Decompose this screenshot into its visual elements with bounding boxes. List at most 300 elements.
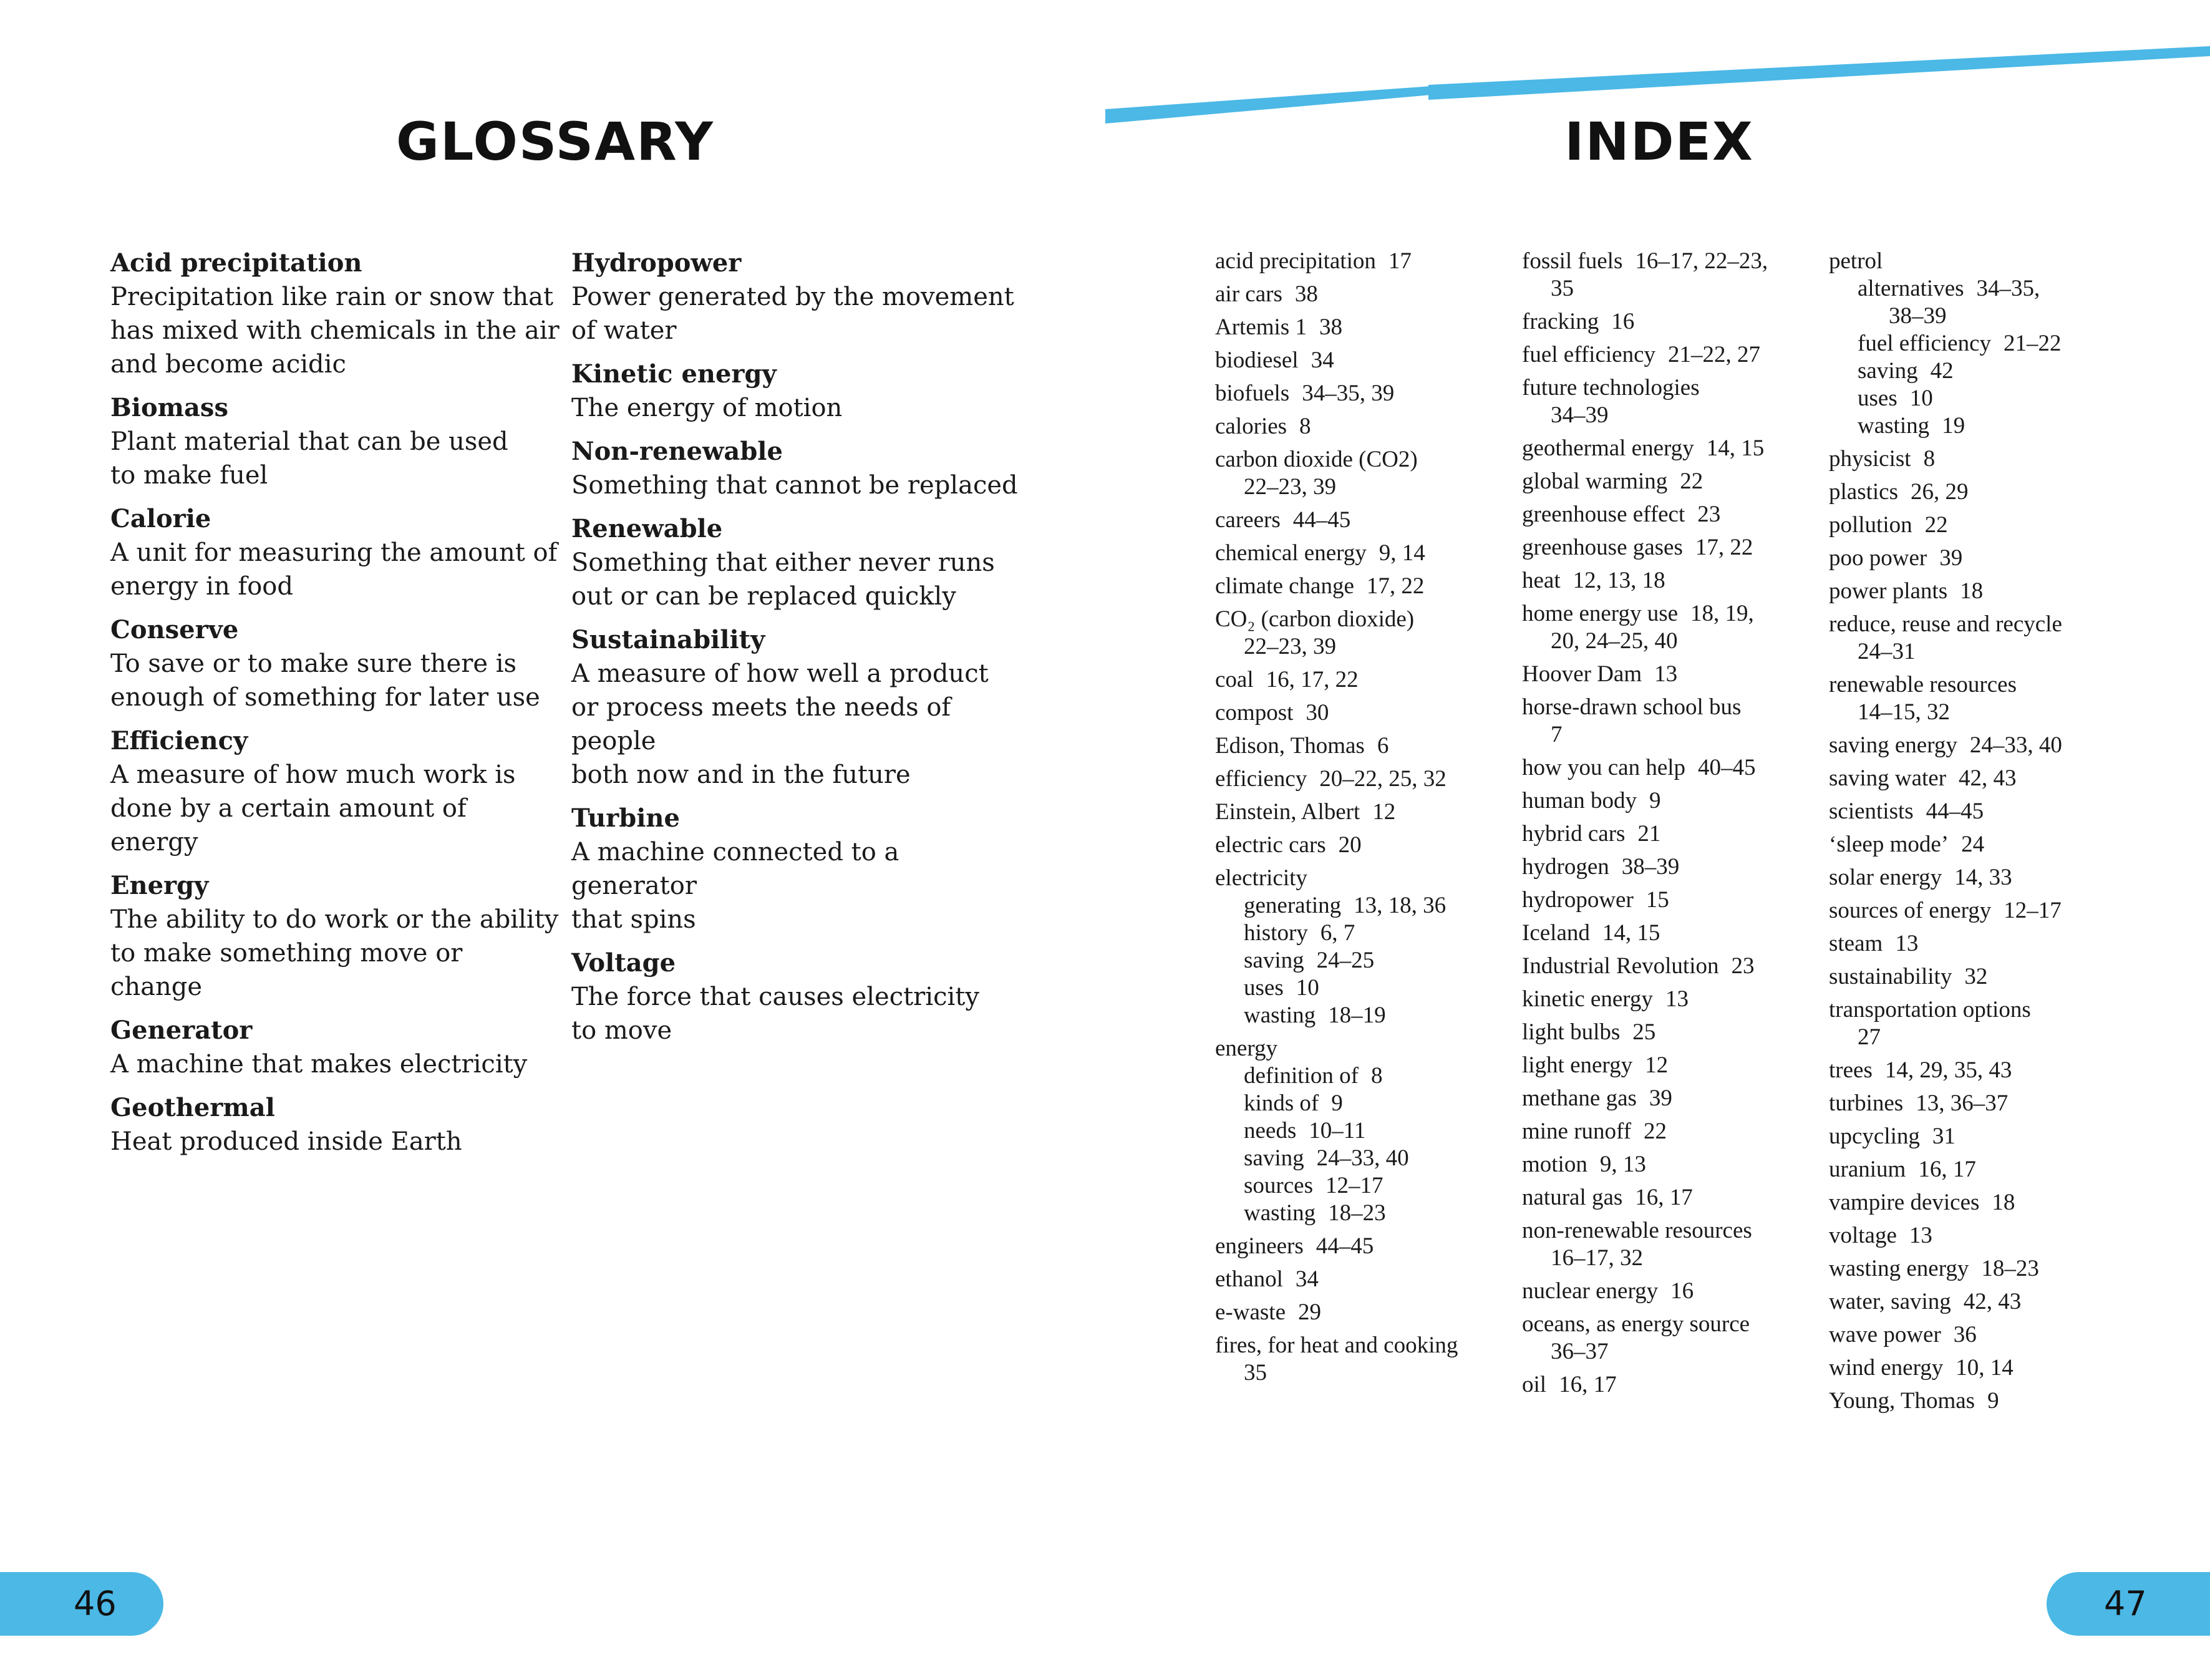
- index-line: [1829, 1123, 2122, 1150]
- index-term: efficiency: [1215, 766, 1307, 792]
- index-term: wasting energy: [1829, 1256, 1969, 1281]
- index-entry: [1829, 1123, 2122, 1150]
- index-term: 7: [1551, 722, 1563, 747]
- index-term: history: [1244, 920, 1308, 946]
- index-term: uses: [1858, 386, 1897, 411]
- index-term: human body: [1522, 788, 1637, 813]
- index-entry: [1215, 446, 1508, 501]
- index-page-refs: 13: [1895, 931, 1919, 956]
- index-entry: [1522, 1371, 1815, 1399]
- glossary-entry: [110, 869, 560, 1004]
- index-page-refs: 24–33, 40: [1969, 732, 2062, 758]
- index-term: non-renewable resources: [1522, 1218, 1752, 1243]
- glossary-entry: [571, 357, 1020, 425]
- glossary-definition-line: A measure of how well a product: [571, 659, 989, 688]
- index-page-refs: 17: [1388, 248, 1412, 274]
- index-line: [1829, 1387, 2122, 1415]
- index-page-refs: 14, 29, 35, 43: [1884, 1057, 2012, 1083]
- glossary-term: Acid precipitation: [110, 248, 362, 278]
- index-entry: [1215, 1266, 1508, 1293]
- index-line: [1522, 1245, 1815, 1272]
- glossary-entry: [571, 512, 1020, 613]
- glossary-entry: [110, 1091, 560, 1158]
- index-term: sustainability: [1829, 964, 1952, 989]
- index-entry: [1522, 920, 1815, 947]
- index-term: 34–39: [1551, 402, 1609, 428]
- index-line: [1829, 897, 2122, 925]
- index-entry: [1522, 435, 1815, 462]
- index-line: [1829, 699, 2122, 726]
- index-line: [1829, 1090, 2122, 1117]
- index-column-1: [1215, 248, 1508, 1392]
- index-term: 38–39: [1889, 303, 1947, 329]
- index-entry: [1522, 468, 1815, 495]
- glossary-definition-line: done by a certain amount of energy: [110, 794, 467, 857]
- index-line: [1522, 468, 1815, 495]
- index-line: [1215, 1233, 1508, 1260]
- index-term: uranium: [1829, 1157, 1906, 1182]
- glossary-definition-line: of water: [571, 316, 677, 345]
- index-term: mine runoff: [1522, 1119, 1632, 1144]
- index-line: [1829, 1057, 2122, 1084]
- index-page-refs: 34–35,: [1976, 276, 2040, 301]
- index-column-3: [1829, 248, 2122, 1420]
- index-page-refs: 42, 43: [1963, 1289, 2022, 1314]
- glossary-term: Hydropower: [571, 248, 742, 278]
- index-entry: [1522, 600, 1815, 655]
- index-entry: [1829, 996, 2122, 1051]
- index-page-refs: 16–17, 22–23,: [1635, 248, 1768, 274]
- index-entry: [1215, 1332, 1508, 1387]
- index-line: [1829, 611, 2122, 638]
- glossary-term: Renewable: [571, 514, 723, 543]
- index-column-2: [1522, 248, 1815, 1404]
- index-entry: [1829, 732, 2122, 759]
- index-page-refs: 13, 18, 36: [1354, 893, 1447, 918]
- index-term: geothermal energy: [1522, 435, 1694, 461]
- index-entry: [1215, 606, 1508, 661]
- index-entry: [1215, 732, 1508, 760]
- index-entry: [1829, 1288, 2122, 1316]
- index-page-refs: 19: [1942, 413, 1965, 439]
- index-term: 20, 24–25, 40: [1551, 628, 1678, 654]
- index-page-refs: 9: [1331, 1090, 1343, 1116]
- index-term: Hoover Dam: [1522, 661, 1642, 687]
- glossary-definition-line: To save or to make sure there is: [110, 649, 517, 678]
- index-line: [1829, 638, 2122, 666]
- index-term: climate change: [1215, 573, 1354, 599]
- glossary-term: Conserve: [110, 615, 239, 644]
- index-term: home energy use: [1522, 601, 1679, 626]
- index-page-refs: 24–25: [1316, 948, 1375, 973]
- index-term: solar energy: [1829, 865, 1942, 890]
- index-page-refs: 40–45: [1698, 755, 1756, 780]
- index-term: horse-drawn school bus: [1522, 694, 1742, 720]
- index-term: engineers: [1215, 1233, 1304, 1259]
- index-term: water, saving: [1829, 1289, 1951, 1314]
- index-line: [1522, 1371, 1815, 1399]
- index-subentry: [1829, 330, 2122, 357]
- index-line: [1522, 534, 1815, 561]
- index-entry: [1215, 699, 1508, 727]
- index-term: hydropower: [1522, 887, 1634, 913]
- index-entry: [1522, 953, 1815, 980]
- glossary-definition-line: Something that either never runs: [571, 548, 995, 577]
- index-page-refs: 6: [1377, 733, 1389, 759]
- index-line: [1522, 721, 1815, 749]
- index-entry: [1522, 248, 1815, 303]
- index-term: heat: [1522, 568, 1561, 593]
- index-page-refs: 14, 15: [1602, 920, 1660, 946]
- index-line: [1522, 754, 1815, 782]
- index-line: [1522, 920, 1815, 947]
- index-line: [1522, 1085, 1815, 1112]
- index-term: saving water: [1829, 765, 1947, 791]
- glossary-definition-line: The ability to do work or the ability: [110, 905, 559, 934]
- index-term: fires, for heat and cooking: [1215, 1333, 1458, 1358]
- index-entry: [1215, 1299, 1508, 1326]
- index-term: biodiesel: [1215, 347, 1299, 373]
- index-term: wave power: [1829, 1322, 1941, 1347]
- index-page-refs: 22: [1644, 1119, 1667, 1144]
- index-page-refs: 42, 43: [1959, 765, 2017, 791]
- glossary-definition-line: both now and in the future: [571, 760, 911, 789]
- index-line: [1522, 248, 1815, 275]
- index-page-refs: 13, 36–37: [1916, 1090, 2009, 1116]
- index-line: [1215, 446, 1508, 473]
- index-line: [1215, 699, 1508, 727]
- index-page-refs: 9: [1649, 788, 1661, 813]
- index-entry: [1522, 886, 1815, 914]
- index-entry: [1215, 1035, 1508, 1227]
- glossary-term: Turbine: [571, 804, 680, 833]
- glossary-definition-line: A machine that makes electricity: [110, 1050, 528, 1079]
- glossary-definition-line: Plant material that can be used: [110, 427, 508, 456]
- glossary-definition-line: has mixed with chemicals in the air: [110, 316, 560, 345]
- index-page-refs: 21: [1637, 821, 1661, 847]
- index-term: ethanol: [1215, 1266, 1283, 1292]
- index-line: [1829, 1024, 2122, 1051]
- index-line: [1829, 248, 2122, 275]
- index-line: [1215, 314, 1508, 341]
- index-line: [1522, 1019, 1815, 1046]
- index-page-refs: 16, 17: [1559, 1372, 1617, 1397]
- index-term: wasting: [1858, 413, 1930, 439]
- index-line: [1522, 501, 1815, 528]
- index-subentry: [1215, 947, 1508, 974]
- index-term: global warming: [1522, 469, 1668, 494]
- index-page-refs: 14, 15: [1706, 435, 1765, 461]
- page-number-left: 46: [0, 1572, 163, 1636]
- index-term: 35: [1244, 1360, 1267, 1386]
- index-page-refs: 9: [1987, 1388, 1999, 1414]
- index-line: [1522, 886, 1815, 914]
- glossary-definition-line: out or can be replaced quickly: [571, 582, 956, 611]
- index-line: [1829, 798, 2122, 825]
- index-term: petrol: [1829, 248, 1883, 274]
- index-line: [1522, 1338, 1815, 1366]
- glossary-definition-line: Heat produced inside Earth: [110, 1127, 462, 1156]
- glossary-term: Sustainability: [571, 625, 765, 654]
- index-page-refs: 16: [1611, 309, 1635, 334]
- index-term: needs: [1244, 1118, 1297, 1143]
- index-term: hybrid cars: [1522, 821, 1626, 847]
- glossary-definition-line: The energy of motion: [571, 394, 843, 422]
- index-line: [1829, 1354, 2122, 1382]
- index-entry: [1215, 413, 1508, 440]
- index-term: biofuels: [1215, 381, 1290, 406]
- index-entry: [1829, 248, 2122, 440]
- index-line: [1829, 1222, 2122, 1250]
- glossary-definition-line: Power generated by the movement: [571, 283, 1014, 311]
- index-page-refs: 10: [1296, 975, 1319, 1001]
- glossary-definition-line: A unit for measuring the amount of: [110, 538, 558, 567]
- index-entry: [1522, 567, 1815, 595]
- index-line: [1522, 275, 1815, 303]
- glossary-term: Voltage: [571, 948, 676, 978]
- index-term: hydrogen: [1522, 854, 1609, 880]
- index-page-refs: 39: [1649, 1085, 1672, 1111]
- index-term: compost: [1215, 700, 1294, 726]
- index-entry: [1215, 865, 1508, 1029]
- index-entry: [1522, 1052, 1815, 1079]
- index-page-refs: 16, 17: [1635, 1185, 1693, 1210]
- index-term: turbines: [1829, 1090, 1904, 1116]
- index-term: acid precipitation: [1215, 248, 1376, 274]
- index-page-refs: 38: [1319, 314, 1342, 340]
- index-term: light energy: [1522, 1052, 1633, 1078]
- index-line: [1215, 573, 1508, 600]
- index-term: power plants: [1829, 578, 1948, 604]
- index-term: saving energy: [1829, 732, 1957, 758]
- index-line: [1215, 540, 1508, 567]
- index-entry: [1829, 831, 2122, 858]
- index-subentry: [1215, 1145, 1508, 1172]
- index-term: physicist: [1829, 446, 1911, 472]
- glossary-term: Biomass: [110, 393, 228, 422]
- index-entry: [1215, 799, 1508, 826]
- index-line: [1829, 545, 2122, 572]
- index-term: 16–17, 32: [1551, 1245, 1643, 1271]
- index-page-refs: 12, 13, 18: [1573, 568, 1665, 593]
- index-page-refs: 13: [1909, 1223, 1932, 1248]
- index-term: nuclear energy: [1522, 1278, 1659, 1304]
- index-term: generating: [1244, 893, 1342, 918]
- index-term: ‘sleep mode’: [1829, 832, 1949, 857]
- index-line: [1829, 963, 2122, 991]
- index-subentry: [1829, 275, 2122, 303]
- index-line: [1829, 996, 2122, 1024]
- index-line: [1522, 567, 1815, 595]
- index-line: [1829, 765, 2122, 792]
- index-entry: [1522, 374, 1815, 429]
- index-line: [1215, 413, 1508, 440]
- index-page-refs: 10: [1909, 386, 1933, 411]
- index-line: [1522, 1217, 1815, 1245]
- glossary-entry: [110, 502, 560, 603]
- index-subentry: [1215, 1117, 1508, 1145]
- index-term: alternatives: [1858, 276, 1964, 301]
- index-term: voltage: [1829, 1223, 1897, 1248]
- index-entry: [1215, 380, 1508, 407]
- index-line: [1215, 1359, 1508, 1387]
- index-line: [1829, 445, 2122, 473]
- index-page-refs: 18–23: [1328, 1200, 1386, 1226]
- index-line: [1215, 633, 1508, 661]
- index-entry: [1829, 611, 2122, 666]
- index-page-refs: 21–22: [2004, 331, 2062, 356]
- index-page-refs: 44–45: [1292, 507, 1351, 533]
- index-line: [1215, 765, 1508, 793]
- index-page-refs: 23: [1731, 953, 1755, 979]
- index-line: [1215, 1299, 1508, 1326]
- index-page-refs: 12: [1372, 799, 1396, 825]
- index-term: poo power: [1829, 545, 1927, 571]
- index-line: [1522, 953, 1815, 980]
- index-term: light bulbs: [1522, 1019, 1621, 1045]
- index-page-refs: 24–33, 40: [1316, 1145, 1409, 1171]
- index-line: [1522, 308, 1815, 336]
- index-term: kinds of: [1244, 1090, 1319, 1116]
- glossary-entry: [110, 391, 560, 492]
- index-subentry: [1215, 892, 1508, 920]
- index-entry: [1215, 314, 1508, 341]
- index-line: [1522, 1052, 1815, 1079]
- index-term: fuel efficiency: [1522, 342, 1655, 367]
- index-page-refs: 15: [1645, 887, 1669, 913]
- index-page-refs: 24: [1961, 832, 1985, 857]
- index-line: [1522, 1311, 1815, 1338]
- index-page-refs: 38: [1294, 281, 1318, 307]
- index-line: [1522, 435, 1815, 462]
- glossary-term: Generator: [110, 1016, 253, 1045]
- glossary-definition-line: Precipitation like rain or snow that: [110, 283, 554, 311]
- index-page-refs: 42: [1930, 358, 1954, 384]
- index-subentry: [1829, 357, 2122, 385]
- index-term: trees: [1829, 1057, 1873, 1083]
- index-term: saving: [1244, 948, 1304, 973]
- glossary-definition-line: and become acidic: [110, 350, 346, 379]
- index-page-refs: 8: [1923, 446, 1936, 472]
- index-term: Edison, Thomas: [1215, 733, 1365, 759]
- index-term: greenhouse effect: [1522, 502, 1685, 527]
- index-term: steam: [1829, 931, 1883, 956]
- index-line: [1829, 478, 2122, 506]
- index-term: CO₂ (carbon dioxide): [1215, 606, 1415, 632]
- index-entry: [1215, 832, 1508, 859]
- index-entry: [1829, 765, 2122, 792]
- index-page-refs: 10–11: [1309, 1118, 1366, 1143]
- glossary-entry: [571, 246, 1020, 347]
- index-entry: [1215, 1233, 1508, 1260]
- index-page-refs: 44–45: [1316, 1233, 1374, 1259]
- index-entry: [1829, 1321, 2122, 1349]
- index-line: [1522, 787, 1815, 815]
- index-line: [1522, 374, 1815, 402]
- index-line: [1829, 1156, 2122, 1183]
- index-term: oil: [1522, 1372, 1547, 1397]
- index-term: motion: [1522, 1152, 1587, 1177]
- index-term: 22–23, 39: [1244, 474, 1336, 500]
- index-line: [1215, 473, 1508, 501]
- index-line: [1215, 832, 1508, 859]
- index-entry: [1829, 671, 2122, 726]
- index-line: [1829, 732, 2122, 759]
- index-page-refs: 39: [1939, 545, 1963, 571]
- index-entry: [1829, 478, 2122, 506]
- index-subentry: [1215, 1062, 1508, 1090]
- index-term: saving: [1244, 1145, 1304, 1171]
- index-entry: [1829, 798, 2122, 825]
- index-page-refs: 34: [1311, 347, 1334, 373]
- index-term: Iceland: [1522, 920, 1590, 946]
- glossary-definition-line: energy in food: [110, 572, 293, 601]
- index-term: wasting: [1244, 1003, 1316, 1028]
- index-line: [1829, 578, 2122, 605]
- index-term: renewable resources: [1829, 672, 2017, 697]
- index-page-refs: 16: [1670, 1278, 1694, 1304]
- index-entry: [1829, 1354, 2122, 1382]
- glossary-term: Non-renewable: [571, 437, 783, 466]
- index-term: upcycling: [1829, 1124, 1920, 1149]
- index-term: chemical energy: [1215, 540, 1367, 566]
- index-line: [1215, 281, 1508, 308]
- index-page-refs: 18–19: [1328, 1003, 1386, 1028]
- index-page-refs: 18: [1960, 578, 1984, 604]
- index-subentry: [1215, 1172, 1508, 1200]
- glossary-definition-line: that spins: [571, 905, 696, 934]
- index-term: carbon dioxide (CO2): [1215, 447, 1418, 472]
- index-page-refs: 29: [1298, 1299, 1321, 1325]
- glossary-definition-line: to make fuel: [110, 461, 268, 490]
- index-term: transportation options: [1829, 997, 2031, 1022]
- index-entry: [1522, 853, 1815, 881]
- index-line: [1522, 853, 1815, 881]
- index-entry: [1522, 787, 1815, 815]
- index-entry: [1522, 534, 1815, 561]
- index-term: scientists: [1829, 799, 1914, 824]
- index-line: [1522, 402, 1815, 429]
- index-term: calories: [1215, 414, 1287, 439]
- index-term: energy: [1215, 1036, 1277, 1061]
- index-entry: [1522, 1278, 1815, 1305]
- glossary-definition-line: A measure of how much work is: [110, 760, 516, 789]
- index-page-refs: 31: [1932, 1124, 1956, 1149]
- index-page-refs: 12–17: [2004, 898, 2062, 923]
- index-page-refs: 30: [1306, 700, 1329, 726]
- index-line: [1522, 1151, 1815, 1178]
- index-entry: [1215, 540, 1508, 567]
- index-line: [1522, 820, 1815, 848]
- index-page-refs: 25: [1632, 1019, 1656, 1045]
- glossary-title: GLOSSARY: [395, 111, 715, 172]
- index-page-refs: 8: [1299, 414, 1311, 439]
- glossary-term: Efficiency: [110, 726, 248, 755]
- index-line: [1829, 1321, 2122, 1349]
- index-term: 22–23, 39: [1244, 634, 1336, 659]
- index-term: 24–31: [1858, 639, 1916, 664]
- index-line: [1829, 1255, 2122, 1283]
- index-entry: [1522, 501, 1815, 528]
- index-term: saving: [1858, 358, 1918, 384]
- index-page-refs: 10, 14: [1956, 1355, 2014, 1381]
- index-subentry: [1215, 1200, 1508, 1227]
- index-entry: [1215, 281, 1508, 308]
- index-line: [1215, 799, 1508, 826]
- index-page-refs: 32: [1964, 964, 1988, 989]
- index-term: Industrial Revolution: [1522, 953, 1719, 979]
- index-term: reduce, reuse and recycle: [1829, 611, 2062, 637]
